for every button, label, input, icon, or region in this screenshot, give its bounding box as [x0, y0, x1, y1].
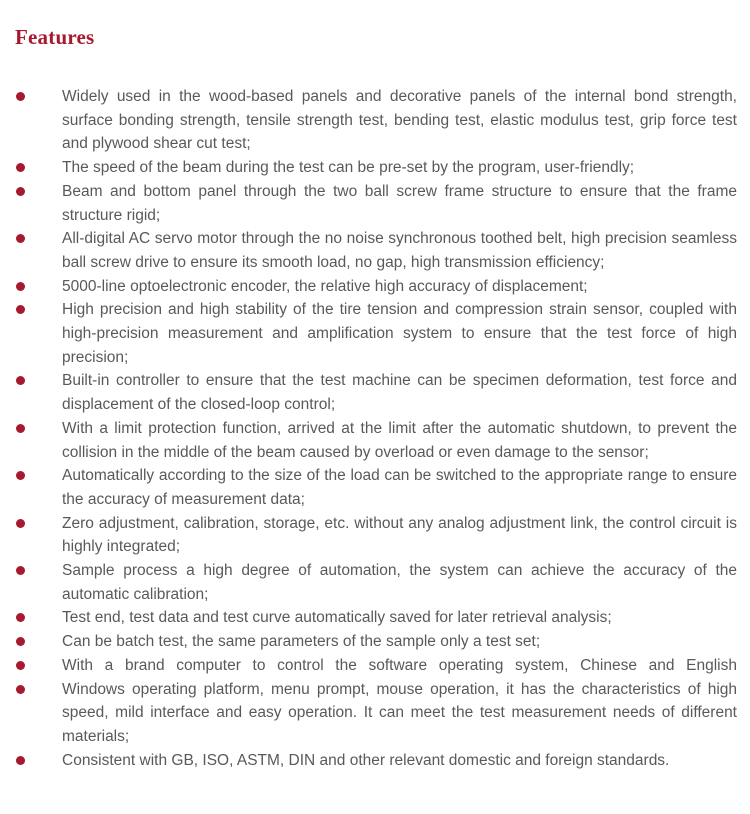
list-item: [15, 275, 737, 299]
bullet-icon: [16, 519, 25, 528]
list-item: [15, 180, 737, 227]
list-item: [15, 630, 737, 654]
bullet-icon: [16, 282, 25, 291]
feature-text: Zero adjustment, calibration, storage, etc. without any analog adjustment link, the control circuit is highly integrated;: [62, 514, 737, 556]
bullet-icon: [16, 613, 25, 622]
bullet-icon: [16, 92, 25, 101]
list-item: [15, 298, 737, 369]
feature-list: [15, 85, 737, 772]
feature-text: Can be batch test, the same parameters of the sample only a test set;: [62, 633, 541, 651]
list-item: [15, 654, 737, 678]
feature-text: All-digital AC servo motor through the no noise synchronous toothed belt, high precision seamless ball screw drive to ensure its smooth load, no gap, high transmission efficiency;: [62, 230, 737, 271]
bullet-icon: [16, 376, 25, 385]
bullet-icon: [16, 234, 25, 243]
bullet-icon: [16, 685, 25, 694]
list-item: [15, 606, 737, 630]
list-item: [15, 85, 737, 156]
list-item: [15, 559, 737, 606]
feature-text: Windows operating platform, menu prompt, mouse operation, it has the characteristics of high speed, mild interface and easy operation. It can meet the test measurement needs of different materials;: [62, 680, 737, 745]
feature-text: High precision and high stability of the tire tension and compression strain sensor, coupled with high-precision measurement and amplification system to ensure that the test force of high precision;: [62, 301, 737, 366]
list-item: [15, 156, 737, 180]
bullet-icon: [16, 756, 25, 765]
bullet-icon: [16, 566, 25, 575]
feature-text: Consistent with GB, ISO, ASTM, DIN and other relevant domestic and foreign standards.: [62, 751, 670, 769]
feature-text: 5000-line optoelectronic encoder, the relative high accuracy of displacement;: [62, 277, 588, 295]
list-item: [15, 464, 737, 511]
list-item: [15, 227, 737, 274]
section-heading: Features: [15, 25, 95, 49]
list-item: [15, 369, 737, 416]
bullet-icon: [16, 305, 25, 314]
feature-text: The speed of the beam during the test can be pre-set by the program, user-friendly;: [62, 159, 635, 177]
feature-text: Widely used in the wood-based panels and decorative panels of the internal bond strength, surface bonding strength, tensile strength test, bending test, elastic modulus test, grip force test and plywood shear cut test;: [62, 88, 737, 153]
feature-text: With a limit protection function, arrived at the limit after the automatic shutdown, to prevent the collision in the middle of the beam caused by overload or even damage to the sensor;: [62, 419, 737, 461]
bullet-icon: [16, 163, 25, 172]
feature-text: Test end, test data and test curve automatically saved for later retrieval analysis;: [62, 609, 612, 627]
list-item: [15, 512, 737, 559]
feature-text: Sample process a high degree of automation, the system can achieve the accuracy of the automatic calibration;: [62, 562, 737, 603]
list-item: [15, 678, 737, 749]
bullet-icon: [16, 637, 25, 646]
list-item: [15, 417, 737, 464]
feature-text: Built-in controller to ensure that the test machine can be specimen deformation, test force and displacement of the closed-loop control;: [62, 372, 737, 414]
feature-text: Beam and bottom panel through the two ball screw frame structure to ensure that the frame structure rigid;: [62, 182, 737, 224]
bullet-icon: [16, 424, 25, 433]
list-item: [15, 749, 737, 773]
feature-text: With a brand computer to control the software operating system, Chinese and English: [62, 656, 737, 674]
bullet-icon: [16, 471, 25, 480]
bullet-icon: [16, 661, 25, 670]
feature-text: Automatically according to the size of the load can be switched to the appropriate range to ensure the accuracy of measurement data;: [62, 467, 737, 508]
bullet-icon: [16, 187, 25, 196]
